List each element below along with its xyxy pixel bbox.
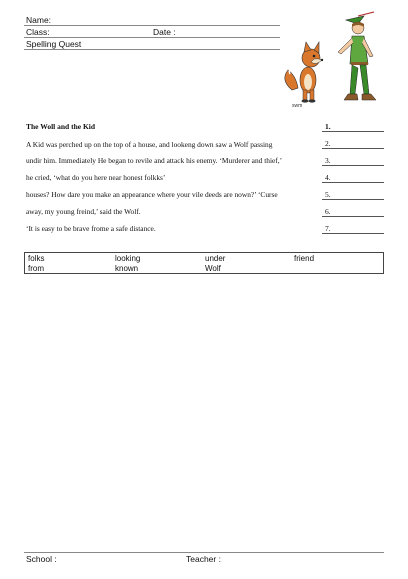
answer-line-3[interactable] [322, 165, 384, 166]
story-title: The Woll and the Kid [26, 122, 96, 131]
name-label: Name: [26, 15, 52, 25]
word-bank-item: friend [294, 254, 315, 263]
answer-line-4[interactable] [322, 182, 384, 183]
answer-line-2[interactable] [322, 148, 384, 149]
class-label: Class: [26, 27, 50, 37]
answer-number: 7. [325, 224, 331, 233]
answer-line-1[interactable] [322, 131, 384, 132]
illustration-caption: swm [292, 103, 303, 109]
story-line: ‘It is easy to be brave frome a safe distance. [26, 224, 156, 233]
word-bank-item: folks [28, 254, 45, 263]
school-label: School : [26, 554, 57, 564]
name-line [24, 25, 280, 26]
story-line: away, my young freind,’ said the Wolf. [26, 207, 141, 216]
word-bank-item: known [115, 264, 139, 273]
story-line: A Kid was perched up on the top of a house, and lookeng down saw a Wolf passing [26, 140, 273, 149]
boy-figure [338, 12, 376, 100]
footer-line [24, 552, 384, 553]
word-bank-item: Wolf [205, 264, 221, 273]
teacher-label: Teacher : [186, 554, 221, 564]
answer-line-6[interactable] [322, 216, 384, 217]
word-bank [24, 252, 384, 274]
story-line: he cried, ‘what do you here near honest folkks’ [26, 173, 166, 182]
answer-number: 6. [325, 207, 331, 216]
class-line [24, 37, 280, 38]
fox-and-boy-illustration [278, 10, 386, 110]
story-line: undir him. Immediately He began to revile and attack his enemy. ‘Murderer and thief,’ [26, 156, 283, 165]
answer-number: 4. [325, 173, 331, 182]
subject-label: Spelling Quest [26, 39, 82, 49]
word-bank-item: under [205, 254, 226, 263]
answer-line-7[interactable] [322, 233, 384, 234]
answer-number: 3. [325, 156, 331, 165]
answer-number: 1. [325, 122, 331, 131]
answer-number: 5. [325, 190, 331, 199]
date-label: Date : [153, 27, 176, 37]
subject-line [24, 49, 280, 50]
story-line: houses? How dare you make an appearance where your vile deeds are nown?’ ‘Curse [26, 190, 278, 199]
fox-figure [285, 42, 323, 103]
answer-number: 2. [325, 139, 331, 148]
answer-line-5[interactable] [322, 199, 384, 200]
word-bank-item: from [28, 264, 44, 273]
word-bank-item: looking [115, 254, 141, 263]
